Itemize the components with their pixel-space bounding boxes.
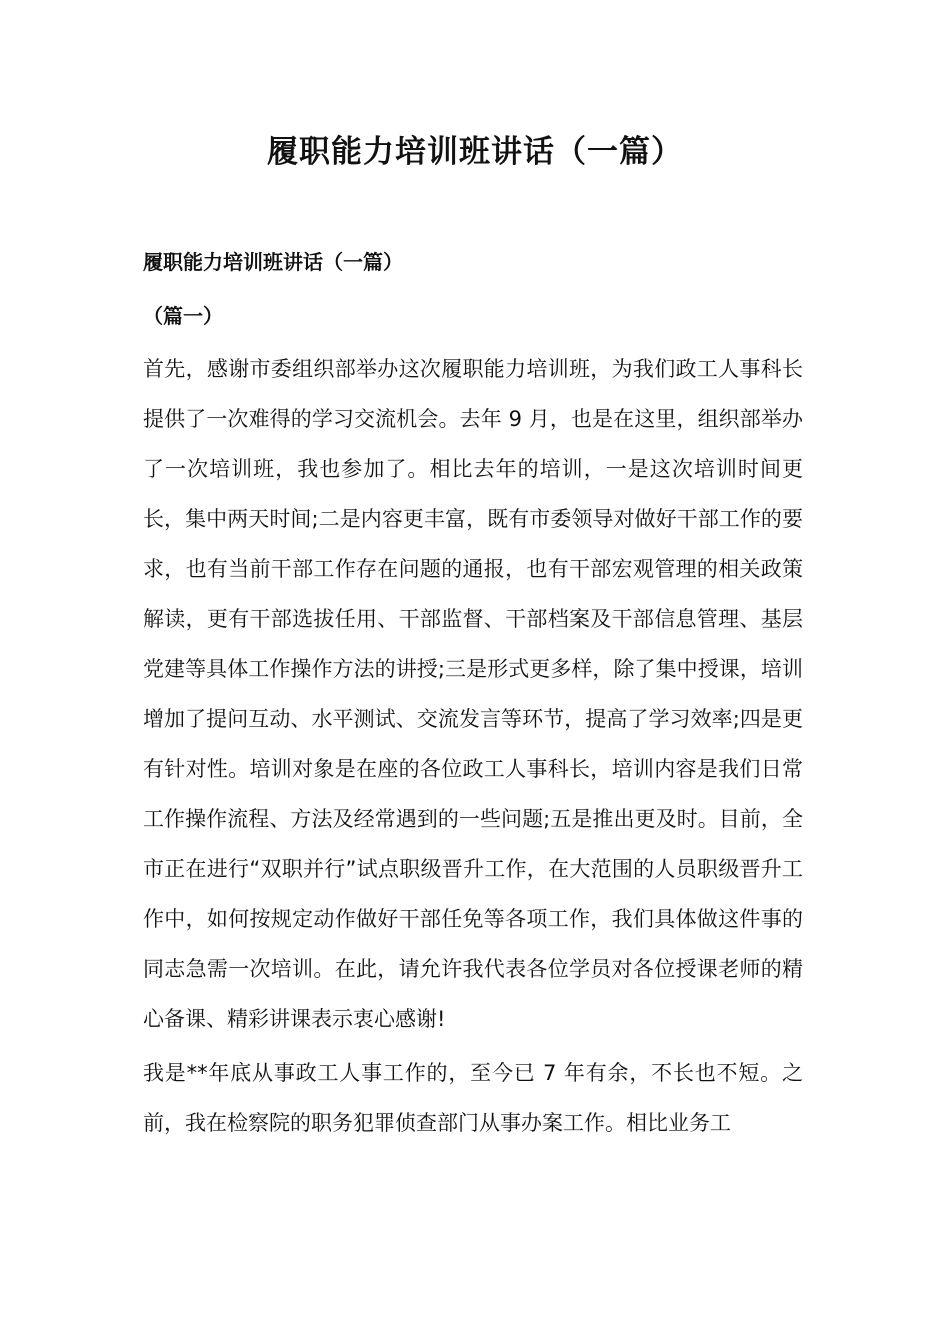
- section-label: （篇一）: [143, 304, 223, 328]
- paragraph: 首先，感谢市委组织部举办这次履职能力培训班，为我们政工人事科长提供了一次难得的学习交流机会。去年 9 月，也是在这里，组织部举办了一次培训班，我也参加了。相比去年的培训，一是这次培训时间更长，集中两天时间;二是内容更丰富，既有市委领导对做好干部工作的要求，也有当前干部工作存在问题的通报，也有干部宏观管理的相关政策解读，更有干部选拔任用、干部监督、干部档案及干部信息管理、基层党建等具体工作操作方法的讲授;三是形式更多样，除了集中授课，培训增加了提问互动、水平测试、交流发言等环节，提高了学习效率;四是更有针对性。培训对象是在座的各位政工人事科长，培训内容是我们日常工作操作流程、方法及经常遇到的一些问题;五是推出更及时。目前，全市正在进行“双职并行”试点职级晋升工作，在大范围的人员职级晋升工作中，如何按规定动作做好干部任免等各项工作，我们具体做这件事的同志急需一次培训。在此，请允许我代表各位学员对各位授课老师的精心备课、精彩讲课表示衷心感谢!: [143, 357, 803, 1031]
- document-subtitle: 履职能力培训班讲话（一篇）: [143, 250, 403, 274]
- document-body: [143, 240, 803, 1148]
- document-title: 履职能力培训班讲话（一篇）: [267, 134, 683, 170]
- paragraph: 我是**年底从事政工人事工作的，至今已 7 年有余，不长也不短。之前，我在检察院的职务犯罪侦查部门从事办案工作。相比业务工: [143, 1061, 803, 1135]
